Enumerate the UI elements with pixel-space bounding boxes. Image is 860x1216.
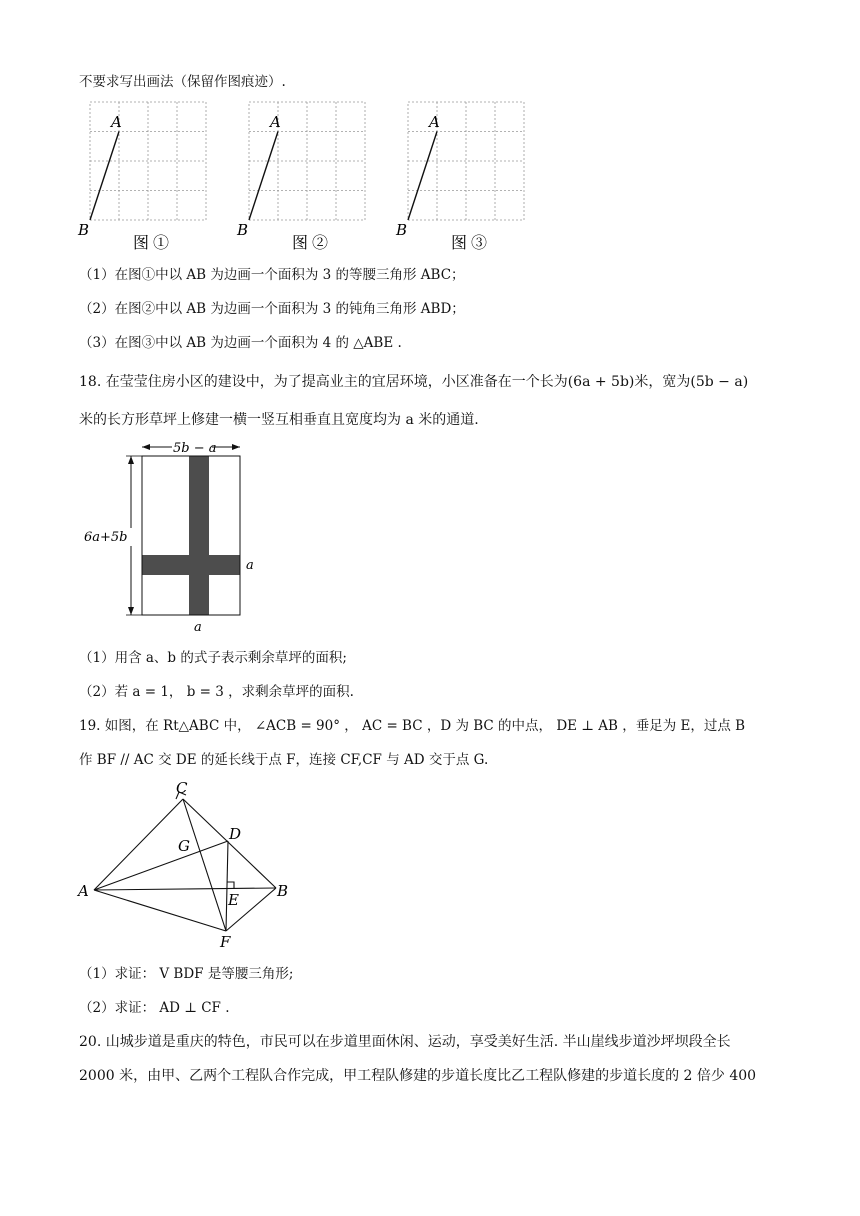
point-g-label: G [178,837,190,855]
figure-caption: 图 ② [292,235,329,252]
q18-text-line-2: 米的长方形草坪上修建一横一竖互相垂直且宽度均为 a 米的通道. [79,412,479,428]
label-b: B [237,221,249,239]
left-dimension-label: 6a+5b [84,530,128,545]
horizontal-path [142,555,240,575]
point-f-label: F [220,933,231,950]
right-path-width-label: a [246,558,254,573]
q19-text-line-1: 19. 如图，在 Rt△ABC 中， ∠ACB = 90° ， AC = BC ，D 为 BC 的中点， DE ⊥ AB ，垂足为 E，过点 B [79,718,746,734]
segment-ab [408,132,437,221]
label-b: B [396,221,408,239]
q20-text-line-2: 2000 米，由甲、乙两个工程队合作完成，甲工程队修建的步道长度比乙工程队修建的步道长度的 2 倍少 400 [79,1068,757,1084]
q19-part-2: （2）求证： AD ⊥ CF . [79,1000,230,1016]
label-a: A [429,113,440,131]
q19-geometry-figure [76,775,296,950]
figure-caption: 图 ③ [451,235,488,252]
label-a: A [111,113,122,131]
segment-ab [90,132,119,221]
figure-caption: 图 ① [133,235,170,252]
grid-figure-3 [394,100,534,260]
q20-text-line-1: 20. 山城步道是重庆的特色，市民可以在步道里面休闲、运动，享受美好生活. 半山崖线步道沙坪坝段全长 [79,1034,731,1050]
bottom-path-width-label: a [194,620,202,635]
label-b: B [78,221,90,239]
q18-part-1: （1）用含 a、b 的式子表示剩余草坪的面积; [79,650,347,666]
label-a: A [270,113,281,131]
top-dimension-label: 5b − a [173,441,217,456]
q19-text-line-2: 作 BF // AC 交 DE 的延长线于点 F，连接 CF,CF 与 AD 交于点 G. [79,752,489,768]
q18-text-line-1: 18. 在莹莹住房小区的建设中，为了提高业主的宜居环境，小区准备在一个长为(6a + 5b)米，宽为(5b − a) [79,374,749,390]
point-b-label: B [277,882,289,900]
point-c-label: C [176,779,188,797]
q17-part-3: （3）在图③中以 AB 为边画一个面积为 4 的 △ABE . [79,335,402,351]
segment-ab [249,132,278,221]
q17-part-2: （2）在图②中以 AB 为边画一个面积为 3 的钝角三角形 ABD； [79,301,465,317]
grid-figure-1 [76,100,216,260]
q18-lawn-figure [80,440,280,635]
vertical-path [189,456,209,615]
grid-figure-2 [235,100,375,260]
intro-text: 不要求写出画法（保留作图痕迹）. [79,74,286,90]
point-e-label: E [228,891,239,909]
q19-part-1: （1）求证： V BDF 是等腰三角形; [79,966,294,982]
q17-part-1: （1）在图①中以 AB 为边画一个面积为 3 的等腰三角形 ABC； [79,267,465,283]
point-d-label: D [229,825,242,843]
point-a-label: A [78,882,89,900]
q18-part-2: （2）若 a = 1， b = 3 ，求剩余草坪的面积. [79,684,354,700]
